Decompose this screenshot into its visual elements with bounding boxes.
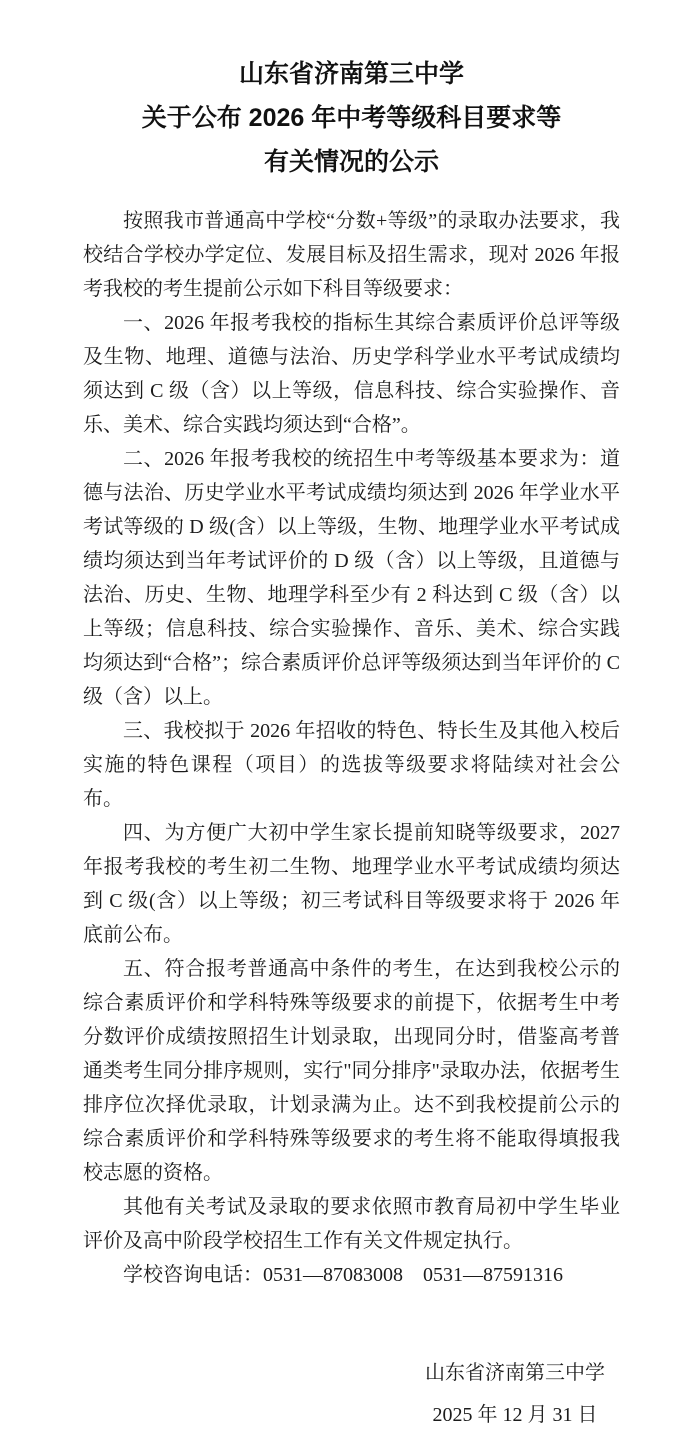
paragraph-item-1: 一、2026 年报考我校的指标生其综合素质评价总评等级及生物、地理、道德与法治、历史学科学业水平考试成绩均须达到 C 级（含）以上等级，信息科技、综合实验操作、音乐、美术、综合实践均须达到“合格”。 [83,312,620,436]
signature-date: 2025 年 12 月 31 日 [432,1404,598,1426]
title-line-2: 关于公布 2026 年中考等级科目要求等 [141,104,562,132]
paragraph-item-4: 四、为方便广大初中学生家长提前知晓等级要求，2027 年报考我校的考生初二生物、地理学业水平考试成绩均须达到 C 级(含）以上等级；初三考试科目等级要求将于 2026 年底前公布。 [83,822,620,946]
document-body [83,204,620,1292]
title-line-1: 山东省济南第三中学 [238,60,464,88]
paragraph-item-2: 二、2026 年报考我校的统招生中考等级基本要求为：道德与法治、历史学业水平考试成绩均须达到 2026 年学业水平考试等级的 D 级(含）以上等级，生物、地理学业水平考试成绩均须达到当年考试评价的 D 级（含）以上等级，且道德与法治、历史、生物、地理学科至少有 2 科达到 C 级（含）以上等级；信息科技、综合实验操作、音乐、美术、综合实践均须达到“合格”；综合素质评价总评等级须达到当年评价的 C 级（含）以上。 [83,448,620,708]
document-title [83,52,620,184]
signature-block [380,1352,650,1436]
paragraph-item-5: 五、符合报考普通高中条件的考生，在达到我校公示的综合素质评价和学科特殊等级要求的前提下，依据考生中考分数评价成绩按照招生计划录取，出现同分时，借鉴高考普通类考生同分排序规则，实行"同分排序"录取办法，依据考生排序位次择优录取，计划录满为止。达不到我校提前公示的综合素质评价和学科特殊等级要求的考生将不能取得填报我校志愿的资格。 [83,958,620,1184]
paragraph-intro: 按照我市普通高中学校“分数+等级”的录取办法要求，我校结合学校办学定位、发展目标及招生需求，现对 2026 年报考我校的考生提前公示如下科目等级要求： [83,210,620,300]
title-line-3: 有关情况的公示 [263,148,439,176]
paragraph-phone-numbers: 学校咨询电话：0531—87083008 0531—87591316 [123,1264,563,1286]
paragraph-other-requirements: 其他有关考试及录取的要求依照市教育局初中学生毕业评价及高中阶段学校招生工作有关文件规定执行。 [83,1196,620,1252]
signature-school-name: 山东省济南第三中学 [425,1362,605,1384]
paragraph-item-3: 三、我校拟于 2026 年招收的特色、特长生及其他入校后实施的特色课程（项目）的选拔等级要求将陆续对社会公布。 [83,720,620,810]
